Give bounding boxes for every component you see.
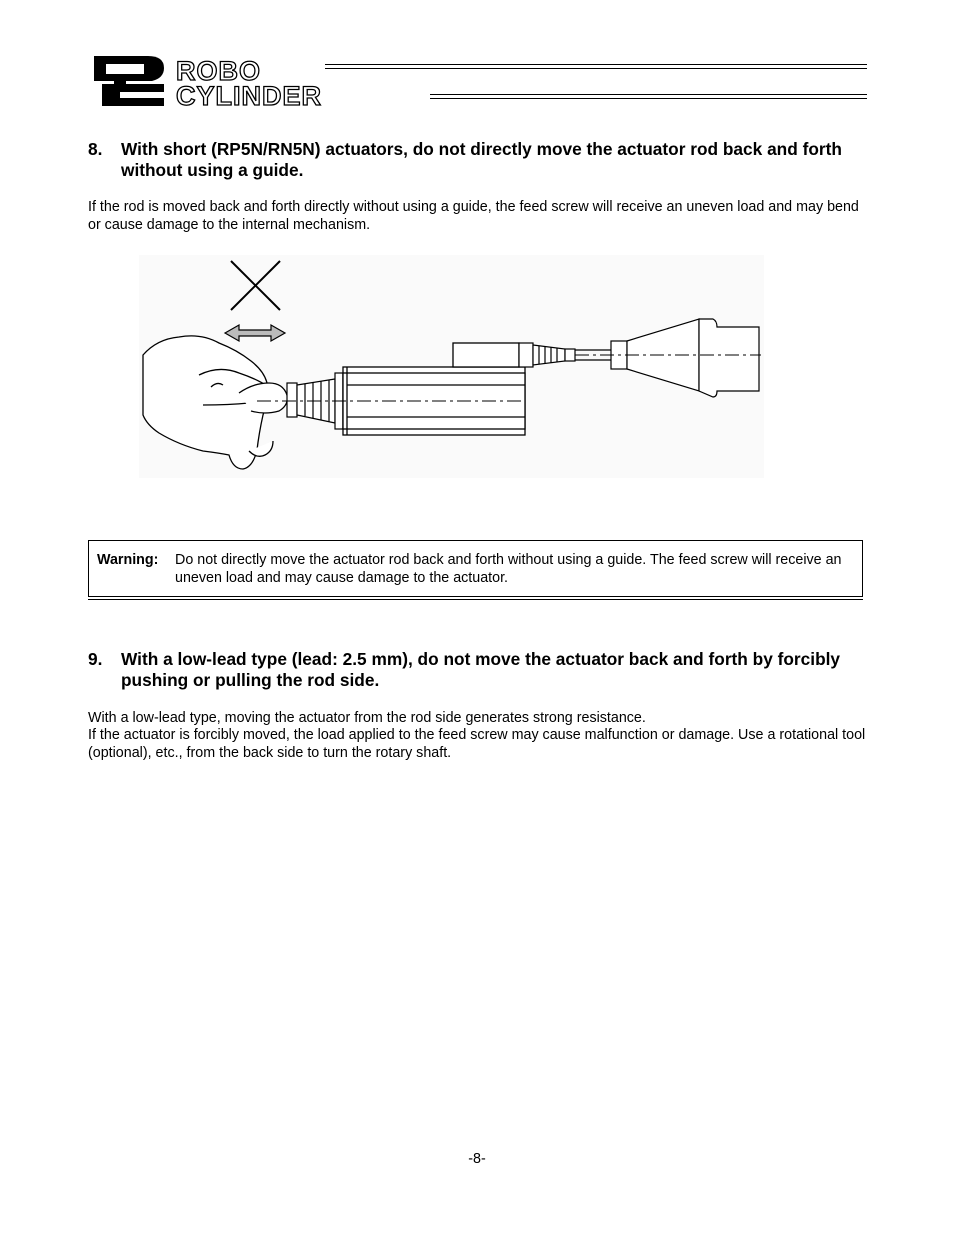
header-rule xyxy=(325,64,867,65)
rc-logo-mark xyxy=(94,56,164,106)
warning-box xyxy=(88,540,863,597)
page-number: -8- xyxy=(468,1151,486,1167)
svg-text:CYLINDER: CYLINDER xyxy=(176,81,323,108)
section-9-body-line2: If the actuator is forcibly moved, the load applied to the feed screw may cause malfunction or damage. Use a rotational tool (optional), etc., from the back side to turn the rotary shaft. xyxy=(88,727,866,761)
robo-cylinder-logo xyxy=(92,54,424,108)
header-rule xyxy=(325,68,867,69)
section-8-heading: With short (RP5N/RN5N) actuators, do not directly move the actuator rod back and forth without using a guide. xyxy=(121,139,842,180)
header-rule xyxy=(430,94,867,95)
section-8-number: 8. xyxy=(88,139,103,159)
warning-label: Warning: xyxy=(97,552,159,568)
header-rule xyxy=(430,98,867,99)
actuator-misuse-figure xyxy=(139,255,764,478)
svg-text:ROBO: ROBO xyxy=(176,56,261,86)
warning-text: Do not directly move the actuator rod back and forth without using a guide. The feed screw will receive an uneven load and may cause damage to the actuator. xyxy=(175,552,842,586)
section-9-heading: With a low-lead type (lead: 2.5 mm), do not move the actuator back and forth by forcibly pushing or pulling the rod side. xyxy=(121,649,841,690)
section-9-number: 9. xyxy=(88,649,103,669)
section-9-body-line1: With a low-lead type, moving the actuator from the rod side generates strong resistance. xyxy=(88,710,646,726)
section-8-body: If the rod is moved back and forth directly without using a guide, the feed screw will receive an uneven load and may bend or cause damage to the internal mechanism. xyxy=(88,199,859,233)
